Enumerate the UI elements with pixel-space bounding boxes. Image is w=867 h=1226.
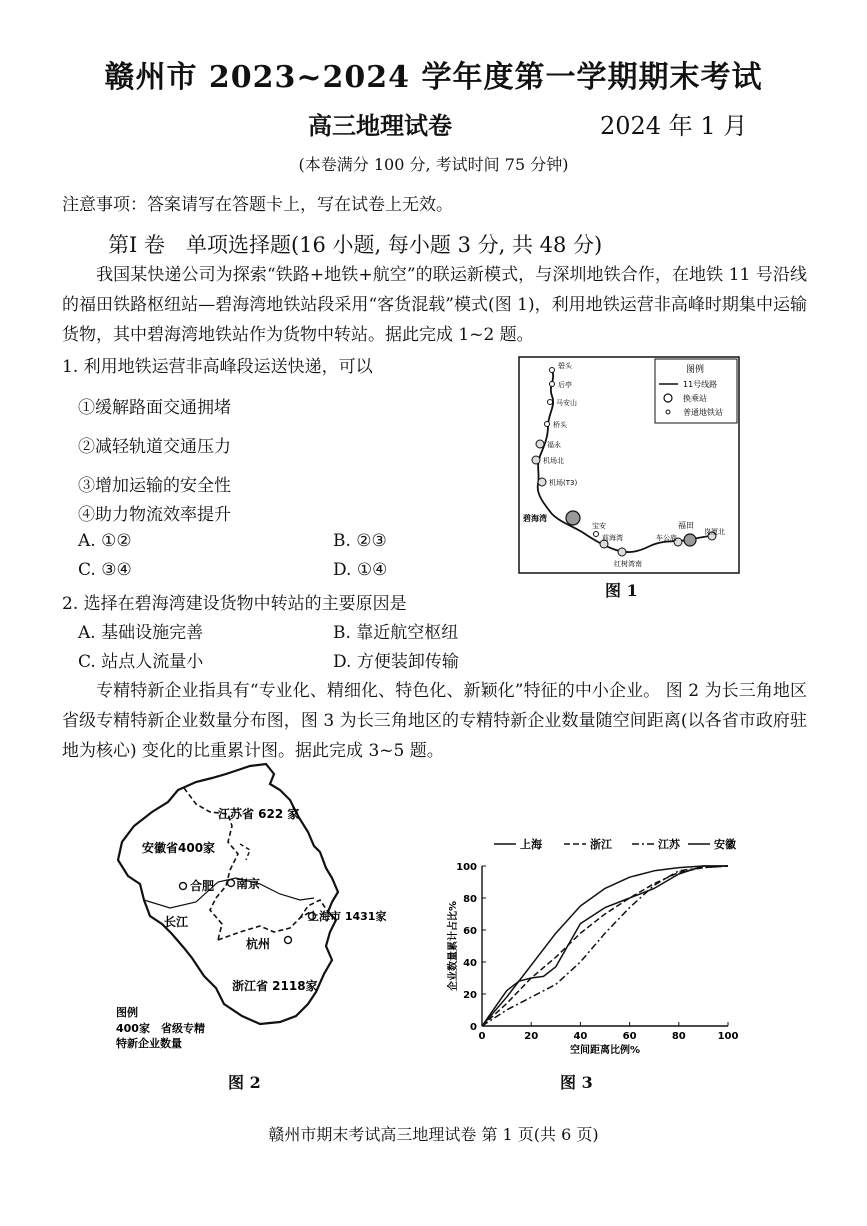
x-tick-label: 60 [622,1031,637,1042]
station-jichangbei [532,456,540,464]
series-line-0 [482,866,728,1026]
nanjing-boundary [240,844,250,860]
station-label-houting: 后亭 [558,381,572,389]
figure-3-chart [436,828,756,1064]
q1-option-d: D. ①④ [333,560,388,580]
y-tick-label: 80 [463,894,477,905]
exam-title: 赣州市 2023~2024 学年度第一学期期末考试 [104,60,763,95]
station-qiaotou [545,422,550,427]
station-label-gangxiabei: 岗厦北 [704,528,725,536]
figure-1-legend-transfer: 换乘站 [683,394,707,403]
q2-stem: 2. 选择在碧海湾建设货物中转站的主要原因是 [62,594,407,614]
figure-1-legend-station: 普通地铁站 [683,408,723,417]
x-axis-label: 空间距离比例% [569,1045,641,1056]
nanjing-marker [228,880,235,887]
label-shanghai: 上海市 1431家 [308,910,387,923]
q1-item-3: ③增加运输的安全性 [78,476,231,496]
label-jiangsu: 江苏省 622 家 [218,807,300,821]
passage-2-text: 专精特新企业指具有“专业化、精细化、特色化、新颖化”特征的中小企业。 图 2 为长三角地区省级专精特新企业数量分布图，图 3 为长三角地区的专精特新企业数量随空间距离(以各省市政府驻地为核心) 变化的比重累计图。据此完成 3~5 题。 [62,681,807,761]
q2-option-b: B. 靠近航空枢纽 [333,623,459,643]
station-label-maanshan: 马安山 [556,399,577,407]
legend-transfer-swatch [664,394,672,402]
series-line-2 [482,866,728,1026]
q2-option-a: A. 基础设施完善 [78,623,204,643]
station-bihaiwan [566,511,580,525]
y-tick-label: 40 [463,958,477,969]
station-label-baoan: 宝安 [592,522,606,530]
station-label-jichang-t3: 机场(T3) [549,479,578,487]
figure-2-legend-title: 图例 [116,1006,138,1019]
passage-1-text: 我国某快递公司为探索“铁路+地铁+航空”的联运新模式，与深圳地铁合作，在地铁 11 号沿线的福田铁路枢纽站—碧海湾地铁站段采用“客货混载”模式(图 1)，利用地铁运营非高峰时期集中运输货物，其中碧海湾地铁站作为货物中转站。据此完成 1~2 题。 [62,265,807,345]
chart-axes [446,862,738,1056]
zhejiang-north-boundary [218,912,310,940]
page-footer: 赣州市期末考试高三地理试卷 第 1 页(共 6 页) [268,1125,599,1144]
q1-option-c: C. ③④ [78,560,132,580]
station-maanshan [548,400,553,405]
station-label-bihaiwan: 碧海湾 [523,514,547,523]
station-label-chegongmiao: 车公庙 [656,534,677,542]
y-tick-label: 0 [470,1022,477,1033]
station-hongshuwannan [618,548,626,556]
figure-1-caption: 图 1 [605,581,638,600]
section-title: 第Ⅰ 卷 单项选择题(16 小题, 每小题 3 分, 共 48 分) [108,233,603,257]
y-tick-label: 60 [463,926,477,937]
figure-1-legend-line: 11号线路 [683,380,718,389]
q1-item-1: ①缓解路面交通拥堵 [78,398,231,418]
q2-option-c: C. 站点人流量小 [78,652,204,672]
station-label-bitou: 碧头 [558,362,572,370]
station-baoan [594,532,599,537]
y-tick-label: 100 [456,862,477,873]
x-tick-label: 80 [671,1031,686,1042]
figure-2-caption: 图 2 [228,1073,261,1092]
series-line-3 [482,866,728,1026]
label-anhui: 安徽省400家 [142,841,216,855]
hefei-marker [180,883,187,890]
q1-option-b: B. ②③ [333,531,387,551]
label-hefei: 合肥 [190,879,215,893]
figure-3-caption: 图 3 [560,1073,593,1092]
figure-2-legend-line2: 特新企业数量 [116,1037,182,1050]
exam-subtitle: 高三地理试卷 [308,111,452,140]
legend-label-3: 安徽 [714,838,736,851]
q1-option-a: A. ①② [78,531,132,551]
hangzhou-marker [285,937,292,944]
x-tick-label: 100 [717,1031,739,1042]
q1-stem: 1. 利用地铁运营非高峰段运送快递，可以 [62,357,373,377]
passage-1 [62,260,807,350]
x-tick-label: 40 [573,1031,588,1042]
figure-2-map [100,760,400,1072]
station-label-hongshuwannan: 红树湾南 [614,560,642,568]
chart-legend [494,837,736,851]
legend-station-swatch [666,410,670,414]
q1-item-4: ④助力物流效率提升 [78,505,231,525]
x-tick-label: 20 [524,1031,539,1042]
y-axis-label: 企业数量累计占比% [448,900,459,992]
legend-label-0: 上海 [520,838,542,851]
x-tick-label: 0 [478,1031,486,1042]
station-bitou [550,368,555,373]
y-tick-label: 20 [463,990,477,1001]
station-jichang-t3 [538,478,546,486]
station-houting [550,382,555,387]
station-fuyong [536,440,544,448]
passage-2 [62,676,807,766]
label-zhejiang: 浙江省 2118家 [232,979,318,993]
station-label-qianhaiwan: 前海湾 [602,534,623,542]
exam-date: 2024 年 1 月 [600,112,748,140]
notice: 注意事项：答案请写在答题卡上，写在试卷上无效。 [62,195,453,215]
q2-option-d: D. 方便装卸传输 [333,652,459,672]
chart-series [482,866,728,1026]
station-label-futian: 福田 [678,521,694,530]
station-label-jichangbei: 机场北 [543,457,564,465]
figure-1-metro-map [518,356,740,576]
station-futian [684,534,696,546]
figure-1-legend-title: 图例 [686,365,705,375]
label-nanjing: 南京 [236,877,261,891]
label-hangzhou: 杭州 [246,937,271,951]
station-label-fuyong: 福永 [547,441,561,449]
series-line-1 [482,866,728,1026]
legend-label-2: 江苏 [658,838,680,851]
label-changjiang: 长江 [164,915,189,929]
exam-info: (本卷满分 100 分, 考试时间 75 分钟) [298,155,569,174]
q1-item-2: ②减轻轨道交通压力 [78,437,231,457]
figure-2-legend-line1: 400家 省级专精 [116,1022,205,1035]
station-label-qiaotou: 桥头 [553,421,567,429]
legend-label-1: 浙江 [590,838,612,851]
